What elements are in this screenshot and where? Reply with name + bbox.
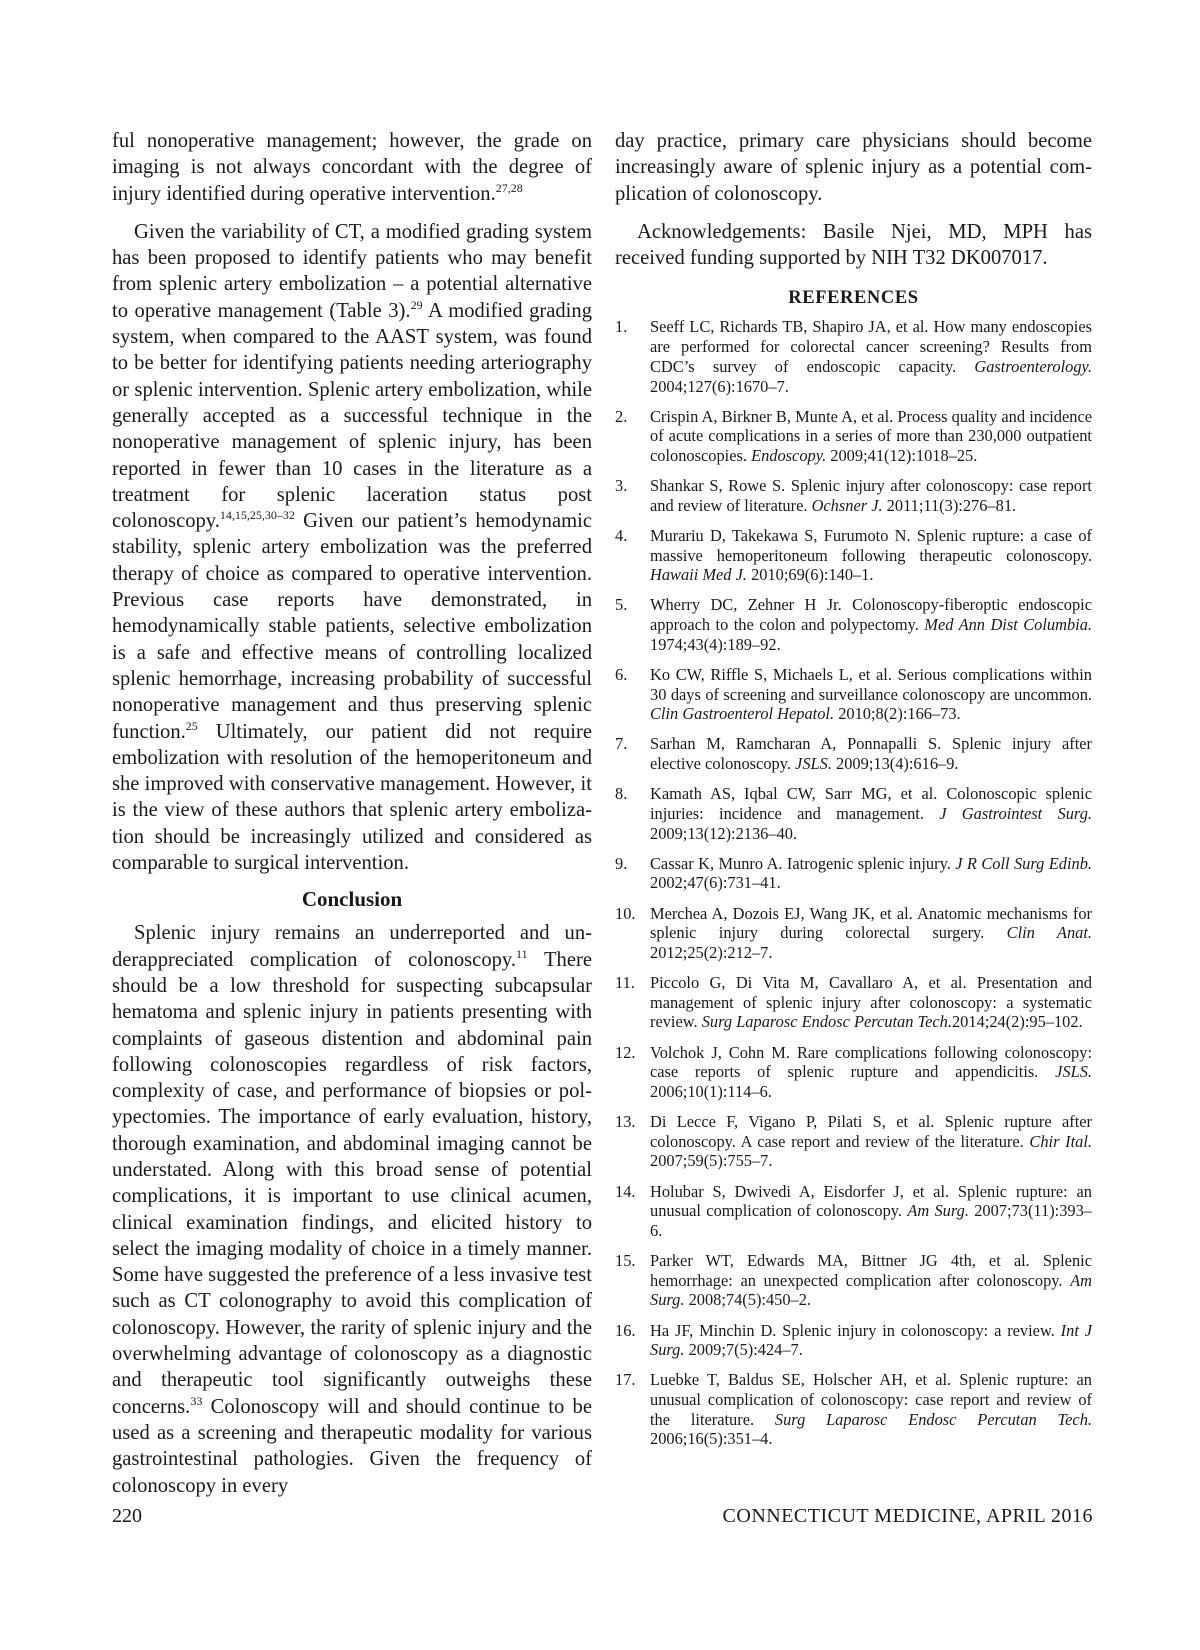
reference-item — [615, 784, 1092, 843]
reference-text: Murariu D, Takekawa S, Furumoto N. Splenic rupture: a case of massive hemoperitoneum following therapeutic colonoscopy. — [650, 525, 1092, 565]
reference-text: Seeff LC, Richards TB, Shapiro JA, et al. How many endoscopies are performed for colorectal cancer screening? Results from CDC’s survey of endoscopic capacity. — [650, 317, 1092, 376]
reference-item — [615, 734, 1092, 773]
reference-number: 10. — [615, 903, 636, 923]
citation-superscript: 27,28 — [495, 180, 523, 195]
reference-number: 13. — [615, 1112, 636, 1132]
reference-list — [615, 317, 1092, 1449]
reference-journal: Int J Surg. — [650, 1320, 1092, 1360]
reference-number: 4. — [615, 525, 628, 545]
reference-journal: Hawaii Med J. — [650, 565, 747, 585]
reference-number: 12. — [615, 1042, 636, 1062]
reference-text: Holubar S, Dwivedi A, Eisdorfer J, et al. Splenic rupture: an unusual complication of colonoscopy. — [650, 1181, 1092, 1221]
reference-text: Crispin A, Birkner B, Munte A, et al. Process quality and incidence of acute complications in a series of more than 230,000 outpatient colonoscopies. — [650, 406, 1092, 466]
reference-text: Piccolo G, Di Vita M, Cavallaro A, et al. Presentation and management of splenic injury after colonoscopy: a systematic review. — [650, 973, 1092, 1032]
reference-number: 15. — [615, 1251, 636, 1271]
paragraph-continuation: day practice, primary care physicians should become increasingly aware of splenic injury as a potential complication of colonoscopy. — [615, 130, 1092, 205]
reference-text: Merchea A, Dozois EJ, Wang JK, et al. Anatomic mechanisms for splenic injury during colorectal surgery. — [650, 903, 1092, 943]
reference-text: Sarhan M, Ramcharan A, Ponnapalli S. Splenic injury after elective colonoscopy. — [650, 734, 1092, 774]
reference-item — [615, 904, 1092, 963]
reference-text: Ha JF, Minchin D. Splenic injury in colonoscopy: a review. — [650, 1320, 1061, 1340]
reference-journal: Chir Ital. — [1029, 1131, 1092, 1151]
reference-text: Shankar S, Rowe S. Splenic injury after colonoscopy: case report and review of literature. — [650, 476, 1092, 515]
reference-journal: Am Surg. — [907, 1201, 969, 1221]
reference-number: 11. — [615, 973, 635, 993]
reference-journal: J R Coll Surg Edinb. — [955, 853, 1092, 873]
reference-number: 9. — [615, 853, 628, 873]
citation-superscript: 25 — [185, 718, 198, 733]
reference-number: 3. — [615, 476, 628, 496]
reference-citation-details: 2007;59(5):755–7. — [650, 1151, 773, 1171]
acknowledgements: Acknowledgements: Basile Njei, MD, MPH has received funding supported by NIH T32 DK007017. — [615, 220, 1092, 270]
reference-item — [615, 1321, 1092, 1360]
reference-citation-details: 2014;24(2):95–102. — [951, 1012, 1083, 1032]
reference-journal: Surg Laparosc Endosc Percutan Tech. — [774, 1409, 1092, 1429]
reference-item — [615, 476, 1092, 515]
reference-number: 6. — [615, 664, 628, 684]
reference-item — [615, 526, 1092, 585]
left-column — [112, 128, 592, 1499]
reference-journal: Endoscopy. — [751, 446, 827, 466]
reference-number: 5. — [615, 595, 628, 615]
references-heading: REFERENCES — [788, 288, 919, 309]
reference-journal: Am Surg. — [650, 1270, 1092, 1310]
reference-number: 17. — [615, 1370, 636, 1390]
reference-item — [615, 854, 1092, 893]
reference-text: Parker WT, Edwards MA, Bittner JG 4th, et al. Splenic hemorrhage: an unexpected complication after colonoscopy. — [650, 1251, 1092, 1290]
reference-citation-details: 2009;7(5):424–7. — [684, 1340, 803, 1360]
paragraph-nonoperative-management: ful nonoperative management; however, the grade on imaging is not always concordant with the degree of injury identified during operative intervention.$^{27,28}$ — [112, 130, 592, 205]
reference-citation-details: 2002;47(6):731–41. — [650, 873, 781, 893]
reference-journal: Clin Anat. — [1006, 923, 1092, 943]
reference-text: Cassar K, Munro A. Iatrogenic splenic injury. — [650, 853, 956, 873]
reference-text: Di Lecce F, Vigano P, Pilati S, et al. Splenic rupture after colonoscopy. A case report and review of the literature. — [650, 1112, 1092, 1151]
paragraph-ct-grading: Given the variability of CT, a modified grading system has been proposed to identify patients who may benefit from splenic artery embolization – a potential alternative to operative management (Table 3).$^{29}$ A modified grading system, when compared to the AAST system, was found to be better for identifying patients needing arteriography or splenic intervention. Splenic artery embolization, while generally accepted as a successful technique in the nonoperative management of splenic injury, has been reported in fewer than 10 cases in the literature as a treatment for splenic laceration status post colonoscopy.$^{14,15,25,30-32}$ Given our patient’s hemodynamic stability, splenic artery embolization was the preferred therapy of choice as compared to operative intervention. Previous case reports have demonstrated, in hemodynamically stable patients, selective embolization is a safe and effective means of controlling localized splenic hemorrhage, increasing probability of successful nonoperative management and thus preserving splenic function.$^{25}$ Ultimately, our patient did not require embolization with resolution of the hemoperitoneum and she improved with conservative management. However, it is the view of these authors that splenic artery embolization should be increasingly utilized and considered as comparable to surgical intervention. — [112, 220, 592, 875]
reference-citation-details: 1974;43(4):189–92. — [650, 634, 781, 654]
reference-journal: Ochsner J. — [811, 495, 883, 515]
citation-superscript: 29 — [410, 297, 423, 312]
reference-citation-details: 2007;73(11):393–6. — [650, 1201, 1092, 1240]
reference-citation-details: 2004;127(6):1670–7. — [650, 376, 789, 396]
reference-journal: Gastroenterology. — [974, 356, 1092, 376]
reference-citation-details: 2010;69(6):140–1. — [746, 565, 874, 585]
reference-journal: JSLS. — [795, 754, 832, 774]
reference-citation-details: 2008;74(5):450–2. — [684, 1290, 812, 1310]
reference-number: 1. — [615, 317, 628, 337]
reference-item — [615, 1251, 1092, 1310]
citation-superscript: 33 — [190, 1393, 203, 1408]
reference-number: 14. — [615, 1181, 636, 1201]
citation-superscript: 11 — [516, 946, 528, 961]
journal-issue: CONNECTICUT MEDICINE, APRIL 2016 — [722, 1505, 1093, 1527]
reference-number: 8. — [615, 784, 628, 804]
reference-journal: Med Ann Dist Columbia. — [924, 615, 1092, 635]
reference-citation-details: 2006;10(1):114–6. — [650, 1081, 772, 1101]
reference-journal: JSLS. — [1055, 1062, 1092, 1082]
reference-item — [615, 665, 1092, 724]
page-number: 220 — [112, 1505, 142, 1527]
conclusion-heading: Conclusion — [301, 887, 403, 912]
reference-citation-details: 2009;13(4):616–9. — [831, 754, 959, 774]
reference-citation-details: 2010;8(2):166–73. — [834, 704, 961, 724]
reference-journal: Clin Gastroenterol Hepatol. — [650, 704, 835, 724]
citation-superscript: 14,15,25,30–32 — [219, 508, 295, 523]
reference-citation-details: 2009;41(12):1018–25. — [826, 446, 978, 466]
reference-item — [615, 1370, 1092, 1449]
reference-journal: J Gastrointest Surg. — [939, 803, 1092, 823]
reference-journal: Surg Laparosc Endosc Percutan Tech. — [701, 1012, 952, 1032]
reference-citation-details: 2009;13(12):2136–40. — [650, 823, 798, 843]
reference-item — [615, 407, 1092, 466]
reference-item — [615, 973, 1092, 1032]
reference-text: Volchok J, Cohn M. Rare complications following colonoscopy: case reports of splenic rupture and appendicitis. — [650, 1042, 1092, 1082]
right-column — [615, 128, 1092, 1460]
paragraph-conclusion: Splenic injury remains an underreported and underappreciated complication of colonoscopy.$^{11}$ There should be a low threshold for suspecting subcapsular hematoma and splenic injury in patients presenting with complaints of gaseous distention and abdominal pain following colonoscopies regardless of risk factors, complexity of case, and performance of biopsies or polypectomies. The importance of early evaluation, history, thorough examination, and abdominal imaging cannot be understated. Along with this broad sense of potential complications, it is important to use clinical acumen, clinical examination findings, and elicited history to select the imaging modality of choice in a timely manner. Some have suggested the preference of a less invasive test such as CT colonography to avoid this complication of colonoscopy. However, the rarity of splenic injury and the overwhelming advantage of colonoscopy as a diagnostic and therapeutic tool significantly outweighs these concerns.$^{33}$ Colonoscopy will and should continue to be used as a screening and therapeutic modality for various gastrointestinal pathologies. Given the frequency of colonoscopy in every — [112, 922, 592, 1497]
reference-text: Kamath AS, Iqbal CW, Sarr MG, et al. Colonoscopic splenic injuries: incidence and management. — [650, 784, 1092, 823]
reference-item — [615, 1112, 1092, 1171]
reference-item — [615, 595, 1092, 654]
reference-text: Wherry DC, Zehner H Jr. Colonoscopy-fiberoptic endoscopic approach to the colon and polypectomy. — [650, 595, 1092, 635]
reference-number: 16. — [615, 1320, 636, 1340]
reference-text: Ko CW, Riffle S, Michaels L, et al. Serious complications within 30 days of screening and surveillance colonoscopy are uncommon. — [650, 664, 1092, 704]
reference-item — [615, 1182, 1092, 1241]
reference-text: Luebke T, Baldus SE, Holscher AH, et al. Splenic rupture: an unusual complication of colonoscopy: case report and review of the literature. — [650, 1370, 1092, 1429]
reference-number: 2. — [615, 406, 628, 426]
reference-item — [615, 1043, 1092, 1102]
reference-citation-details: 2012;25(2):212–7. — [650, 942, 773, 962]
reference-citation-details: 2006;16(5):351–4. — [650, 1429, 773, 1449]
reference-item — [615, 317, 1092, 396]
reference-citation-details: 2011;11(3):276–81. — [882, 495, 1017, 515]
reference-number: 7. — [615, 734, 628, 754]
